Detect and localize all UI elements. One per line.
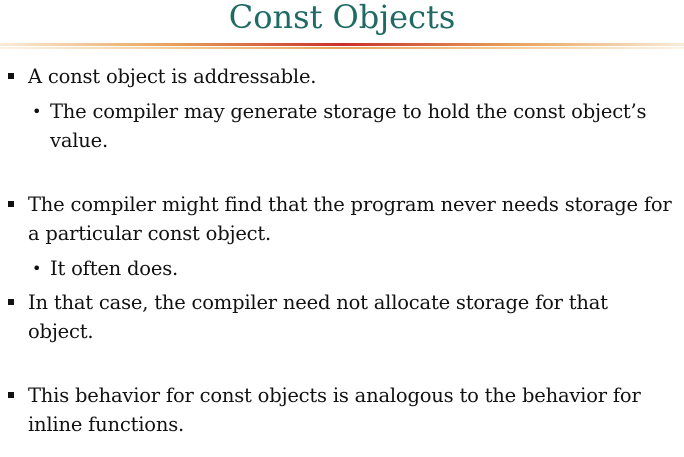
bullet-text: This behavior for const objects is analogous to the behavior for inline functions. <box>28 384 641 436</box>
title-underline <box>0 43 684 51</box>
slide-title: Const Objects <box>228 0 456 36</box>
underline-bottom <box>0 47 684 49</box>
square-bullet-icon <box>8 201 14 207</box>
square-bullet-icon <box>8 392 14 398</box>
round-bullet-icon: • <box>32 102 42 121</box>
sub-bullet-item <box>32 97 678 155</box>
bullet-item <box>28 62 678 91</box>
bullet-text: In that case, the compiler need not allocate storage for that object. <box>28 291 608 343</box>
bullet-item <box>28 381 678 439</box>
underline-top <box>0 43 684 46</box>
bullet-text: The compiler might find that the program never needs storage for a particular const object. <box>28 193 672 245</box>
sub-bullet-item <box>32 254 678 283</box>
square-bullet-icon <box>8 73 14 79</box>
sub-bullet-text: It often does. <box>50 257 178 280</box>
square-bullet-icon <box>8 299 14 305</box>
bullet-item <box>28 288 678 346</box>
bullet-item <box>28 190 678 248</box>
sub-bullet-text: The compiler may generate storage to hold the const object’s value. <box>50 100 647 152</box>
bullet-text: A const object is addressable. <box>28 65 317 88</box>
round-bullet-icon: • <box>32 259 42 278</box>
